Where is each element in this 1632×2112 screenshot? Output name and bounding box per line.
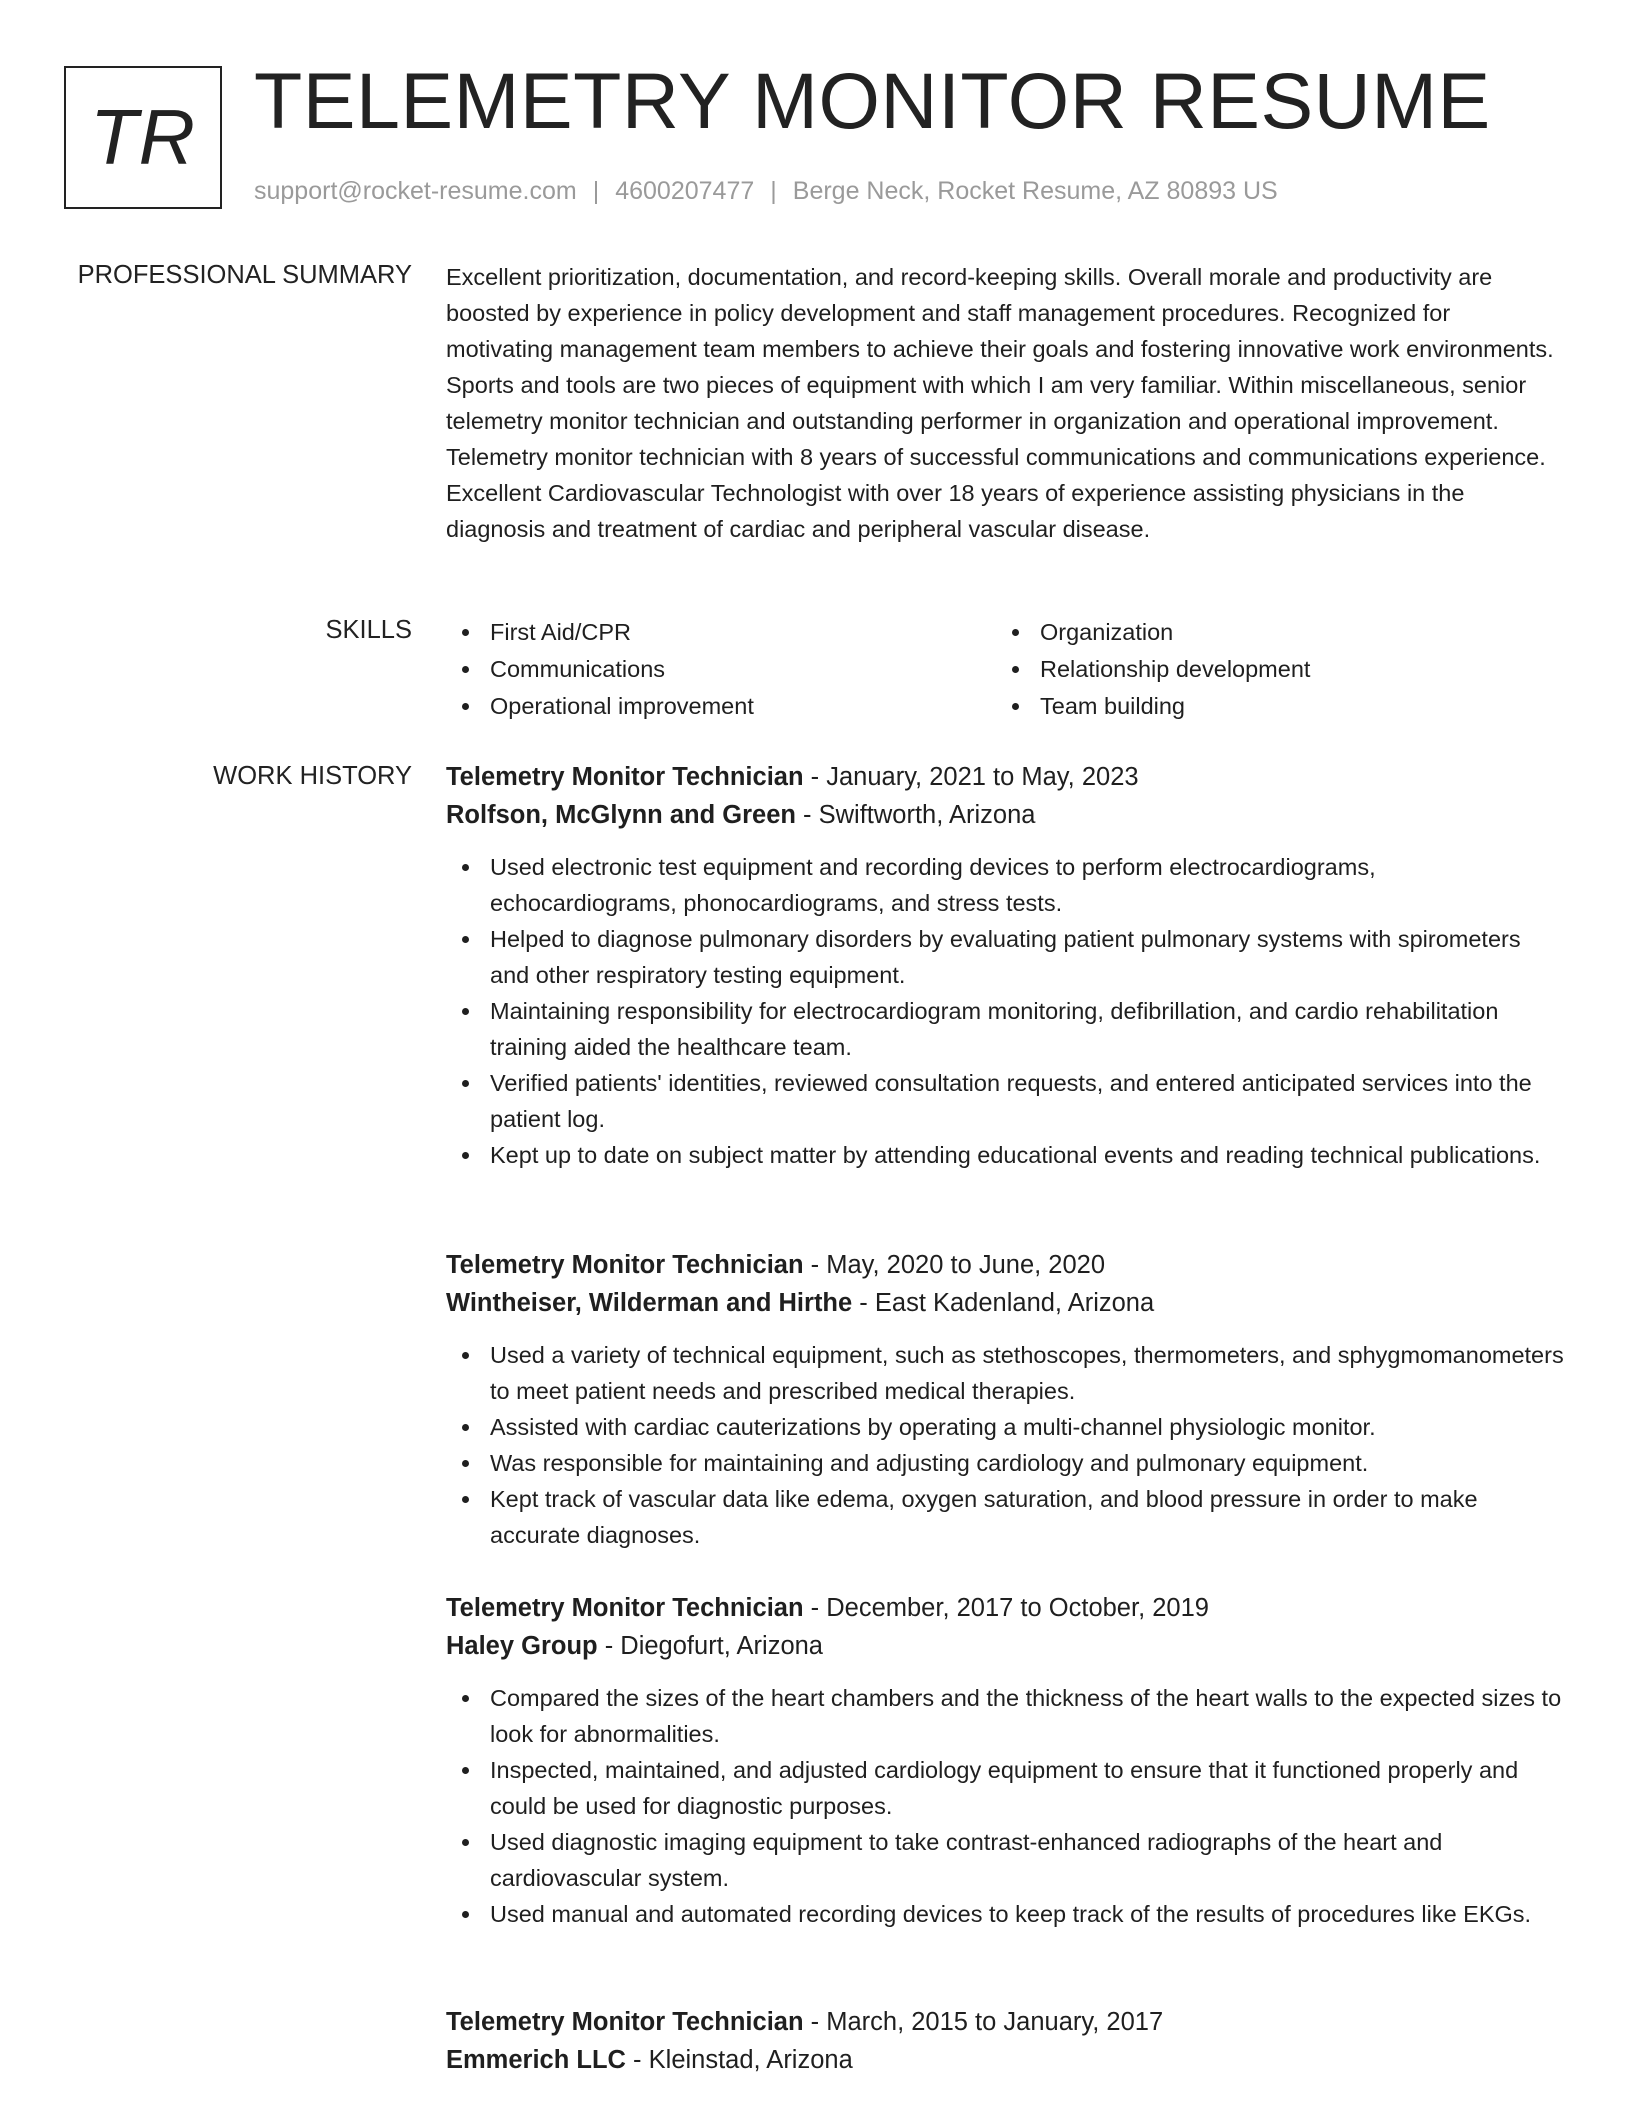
skills-column-left bbox=[446, 614, 996, 725]
job-bullet: Kept up to date on subject matter by attending educational events and reading technical publications. bbox=[446, 1137, 1566, 1173]
job-bullet: Used electronic test equipment and recording devices to perform electrocardiograms, echocardiograms, phonocardiograms, and stress tests. bbox=[446, 849, 1566, 921]
job-entry bbox=[446, 2003, 1566, 2079]
skill-item: Communications bbox=[446, 651, 996, 687]
job-company-line: Emmerich LLC - Kleinstad, Arizona bbox=[446, 2046, 853, 2074]
job-title: Telemetry Monitor Technician bbox=[446, 763, 804, 791]
work-history-heading: WORK HISTORY bbox=[213, 762, 412, 790]
job-company-line: Haley Group - Diegofurt, Arizona bbox=[446, 1632, 823, 1660]
job-dates: January, 2021 to May, 2023 bbox=[826, 763, 1139, 791]
job-company: Emmerich LLC bbox=[446, 2046, 626, 2074]
job-bullets bbox=[446, 849, 1566, 1173]
job-company: Rolfson, McGlynn and Green bbox=[446, 801, 796, 829]
job-bullet: Helped to diagnose pulmonary disorders by evaluating patient pulmonary systems with spirometers and other respiratory testing equipment. bbox=[446, 921, 1566, 993]
job-title-line: Telemetry Monitor Technician - January, 2021 to May, 2023 bbox=[446, 763, 1139, 791]
job-company: Haley Group bbox=[446, 1632, 598, 1660]
job-title-line: Telemetry Monitor Technician - December, 2017 to October, 2019 bbox=[446, 1594, 1209, 1622]
skills-column-right bbox=[996, 614, 1546, 725]
job-bullet: Used diagnostic imaging equipment to take contrast-enhanced radiographs of the heart and cardiovascular system. bbox=[446, 1824, 1566, 1896]
monogram-box bbox=[64, 66, 222, 209]
job-bullet: Verified patients' identities, reviewed consultation requests, and entered anticipated services into the patient log. bbox=[446, 1065, 1566, 1137]
job-entry bbox=[446, 758, 1566, 1173]
job-location: Diegofurt, Arizona bbox=[620, 1632, 823, 1660]
job-title-line: Telemetry Monitor Technician - May, 2020 to June, 2020 bbox=[446, 1251, 1106, 1279]
summary-text: Excellent prioritization, documentation, and record-keeping skills. Overall morale and productivity are boosted by experience in policy development and staff management procedures. Recognized for motivating management team members to achieve their goals and fostering innovative work environments. Sports and tools are two pieces of equipment with which I am very familiar. Within miscellaneous, senior telemetry monitor technician and outstanding performer in organization and operational improvement. Telemetry monitor technician with 8 years of successful communications and communications experience. Excellent Cardiovascular Technologist with over 18 years of experience assisting physicians in the diagnosis and treatment of cardiac and peripheral vascular disease. bbox=[446, 264, 1554, 542]
skills-heading: SKILLS bbox=[325, 616, 412, 644]
job-bullets bbox=[446, 1680, 1566, 1932]
job-bullet: Used manual and automated recording devices to keep track of the results of procedures like EKGs. bbox=[446, 1896, 1566, 1932]
job-dates: May, 2020 to June, 2020 bbox=[826, 1251, 1106, 1279]
job-dates: March, 2015 to January, 2017 bbox=[826, 2008, 1164, 2036]
skills-list bbox=[446, 614, 1556, 725]
job-bullet: Kept track of vascular data like edema, oxygen saturation, and blood pressure in order to make accurate diagnoses. bbox=[446, 1481, 1566, 1553]
job-bullet: Assisted with cardiac cauterizations by operating a multi-channel physiologic monitor. bbox=[446, 1409, 1566, 1445]
skill-item: Organization bbox=[996, 614, 1546, 650]
summary-heading: PROFESSIONAL SUMMARY bbox=[77, 261, 412, 289]
job-entry bbox=[446, 1589, 1566, 1932]
job-title-line: Telemetry Monitor Technician - March, 2015 to January, 2017 bbox=[446, 2008, 1164, 2036]
job-title: Telemetry Monitor Technician bbox=[446, 1594, 804, 1622]
job-location: East Kadenland, Arizona bbox=[874, 1289, 1155, 1317]
job-bullet: Maintaining responsibility for electrocardiogram monitoring, defibrillation, and cardio rehabilitation training aided the healthcare team. bbox=[446, 993, 1566, 1065]
skill-item: Relationship development bbox=[996, 651, 1546, 687]
skill-item: Team building bbox=[996, 688, 1546, 724]
job-company-line: Wintheiser, Wilderman and Hirthe - East Kadenland, Arizona bbox=[446, 1289, 1155, 1317]
job-bullet: Compared the sizes of the heart chambers and the thickness of the heart walls to the expected sizes to look for abnormalities. bbox=[446, 1680, 1566, 1752]
job-bullet: Inspected, maintained, and adjusted cardiology equipment to ensure that it functioned properly and could be used for diagnostic purposes. bbox=[446, 1752, 1566, 1824]
job-location: Kleinstad, Arizona bbox=[648, 2046, 853, 2074]
resume-title: TELEMETRY MONITOR RESUME bbox=[254, 56, 1491, 145]
job-title: Telemetry Monitor Technician bbox=[446, 2008, 804, 2036]
monogram-initials: TR bbox=[90, 93, 196, 181]
contact-phone[interactable]: 4600207477 bbox=[615, 177, 755, 205]
contact-email[interactable]: support@rocket-resume.com bbox=[254, 177, 577, 205]
contact-address: Berge Neck, Rocket Resume, AZ 80893 US bbox=[792, 177, 1278, 205]
job-entry bbox=[446, 1246, 1566, 1553]
skill-item: First Aid/CPR bbox=[446, 614, 996, 650]
job-location: Swiftworth, Arizona bbox=[818, 801, 1036, 829]
job-company: Wintheiser, Wilderman and Hirthe bbox=[446, 1289, 853, 1317]
job-bullet: Used a variety of technical equipment, such as stethoscopes, thermometers, and sphygmomanometers to meet patient needs and prescribed medical therapies. bbox=[446, 1337, 1566, 1409]
job-company-line: Rolfson, McGlynn and Green - Swiftworth, Arizona bbox=[446, 801, 1036, 829]
job-bullets bbox=[446, 1337, 1566, 1553]
contact-separator: | bbox=[592, 177, 600, 205]
job-dates: December, 2017 to October, 2019 bbox=[826, 1594, 1209, 1622]
job-title: Telemetry Monitor Technician bbox=[446, 1251, 804, 1279]
contact-separator: | bbox=[770, 177, 777, 205]
contact-line bbox=[254, 175, 1278, 207]
skill-item: Operational improvement bbox=[446, 688, 996, 724]
job-bullet: Was responsible for maintaining and adjusting cardiology and pulmonary equipment. bbox=[446, 1445, 1566, 1481]
